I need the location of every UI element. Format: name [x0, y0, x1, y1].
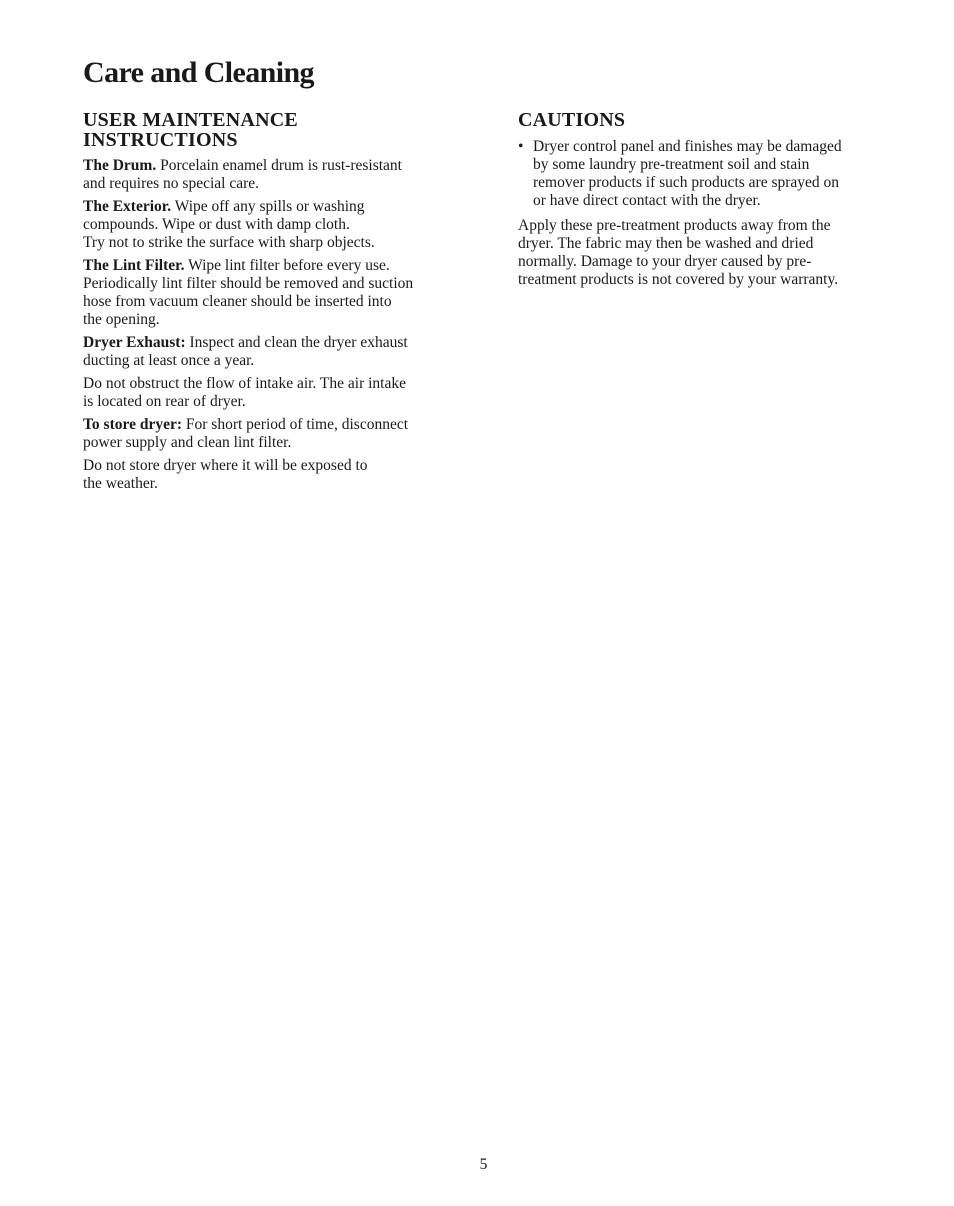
paragraph-weather — [83, 457, 453, 493]
text-line: Do not store dryer where it will be exposed to — [83, 457, 368, 474]
text-line: For short period of time, disconnect — [185, 416, 409, 433]
paragraph-intake-air — [83, 375, 453, 411]
text-line: or have direct contact with the dryer. — [533, 192, 761, 209]
text-line: by some laundry pre-treatment soil and stain — [533, 156, 810, 173]
text-line: ducting at least once a year. — [83, 352, 255, 369]
text-line: treatment products is not covered by your warranty. — [518, 271, 839, 288]
paragraph-pretreatment — [518, 217, 878, 289]
text-line: Periodically lint filter should be removed and suction — [83, 275, 414, 292]
text-line: Try not to strike the surface with sharp objects. — [83, 234, 375, 251]
text-line: Porcelain enamel drum is rust-resistant — [160, 157, 402, 174]
heading-line: USER MAINTENANCE — [83, 109, 298, 131]
paragraph-lead: The Drum. — [83, 157, 157, 174]
paragraph-exterior — [83, 198, 453, 252]
paragraph-lead: Dryer Exhaust: — [83, 334, 186, 351]
list-item — [518, 138, 878, 210]
text-line: Dryer control panel and finishes may be damaged — [533, 138, 842, 155]
text-line: hose from vacuum cleaner should be inserted into — [83, 293, 392, 310]
paragraph-lead: The Exterior. — [83, 198, 172, 215]
text-line: normally. Damage to your dryer caused by pre- — [518, 253, 812, 270]
text-line: is located on rear of dryer. — [83, 393, 246, 410]
text-line: and requires no special care. — [83, 175, 260, 192]
text-line: dryer. The fabric may then be washed and dried — [518, 235, 814, 252]
heading-line: INSTRUCTIONS — [83, 129, 238, 151]
section-heading-cautions: CAUTIONS — [518, 109, 626, 131]
text-line: Apply these pre-treatment products away from the — [518, 217, 831, 234]
paragraph-dryer-exhaust — [83, 334, 453, 370]
cautions-list — [518, 138, 878, 210]
text-line: remover products if such products are sprayed on — [533, 174, 840, 191]
user-maintenance-section — [83, 110, 453, 498]
text-line: Wipe lint filter before every use. — [188, 257, 390, 274]
text-line: Inspect and clean the dryer exhaust — [189, 334, 408, 351]
text-line: compounds. Wipe or dust with damp cloth. — [83, 216, 350, 233]
paragraph-lead: The Lint Filter. — [83, 257, 185, 274]
paragraph-store-dryer — [83, 416, 453, 452]
bullet-icon: • — [518, 138, 524, 155]
paragraph-lead: To store dryer: — [83, 416, 183, 433]
paragraph-drum — [83, 157, 453, 193]
text-line: the opening. — [83, 311, 160, 328]
text-line: Do not obstruct the flow of intake air. The air intake — [83, 375, 406, 392]
page-title: Care and Cleaning — [83, 56, 314, 89]
text-line: power supply and clean lint filter. — [83, 434, 292, 451]
section-heading-user-maintenance — [83, 110, 453, 150]
text-line: Wipe off any spills or washing — [174, 198, 365, 215]
page-number: 5 — [479, 1156, 488, 1173]
paragraph-lint-filter — [83, 257, 453, 329]
text-line: the weather. — [83, 475, 158, 492]
cautions-section — [518, 110, 878, 294]
